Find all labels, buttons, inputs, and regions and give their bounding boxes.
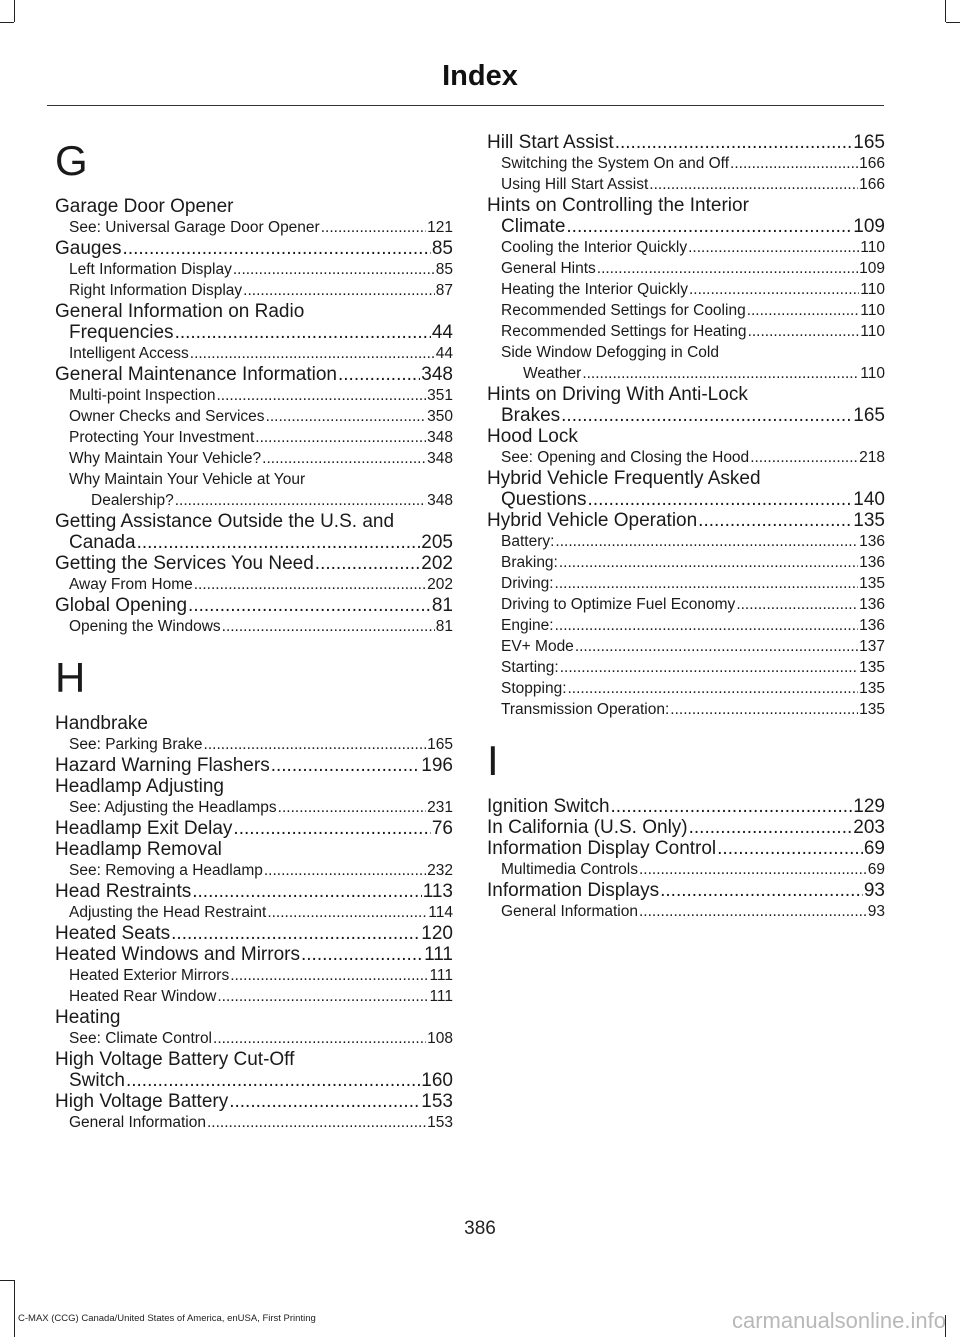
index-subentry bbox=[487, 615, 885, 636]
dot-leader bbox=[750, 447, 858, 468]
index-subentry: Side Window Defogging in Cold bbox=[501, 344, 719, 361]
entry-label: Frequencies bbox=[69, 322, 174, 343]
entry-page-number: 108 bbox=[427, 1030, 453, 1047]
dot-leader bbox=[192, 881, 421, 902]
dot-leader bbox=[262, 448, 426, 469]
dot-leader bbox=[560, 657, 858, 678]
entry-label: Recommended Settings for Cooling bbox=[501, 302, 746, 319]
entry-page-number: 120 bbox=[421, 923, 453, 944]
crop-mark bbox=[945, 0, 946, 22]
index-entry bbox=[487, 817, 885, 838]
dot-leader bbox=[689, 279, 859, 300]
entry-page-number: 350 bbox=[427, 408, 453, 425]
dot-leader bbox=[207, 1112, 426, 1133]
entry-page-number: 93 bbox=[867, 903, 885, 920]
index-entry bbox=[55, 364, 453, 385]
page-number: 386 bbox=[464, 1218, 496, 1239]
index-subentry bbox=[487, 300, 885, 321]
entry-page-number: 202 bbox=[427, 576, 453, 593]
index-entry bbox=[55, 881, 453, 902]
dot-leader bbox=[649, 174, 858, 195]
entry-label: General Information bbox=[501, 903, 638, 920]
index-subentry bbox=[55, 490, 453, 511]
entry-page-number: 111 bbox=[424, 944, 453, 965]
entry-label: Climate bbox=[501, 216, 566, 237]
index-heading: Headlamp Adjusting bbox=[55, 776, 224, 797]
dot-leader bbox=[278, 797, 426, 818]
entry-page-number: 110 bbox=[860, 239, 885, 256]
entry-page-number: 113 bbox=[422, 881, 453, 902]
index-subentry bbox=[487, 678, 885, 699]
entry-label: Dealership? bbox=[91, 492, 174, 509]
index-entry bbox=[55, 755, 453, 776]
entry-page-number: 93 bbox=[863, 880, 885, 901]
entry-page-number: 121 bbox=[427, 219, 453, 236]
dot-leader bbox=[267, 902, 427, 923]
dot-leader bbox=[561, 405, 852, 426]
dot-leader bbox=[559, 552, 858, 573]
dot-leader bbox=[229, 1091, 420, 1112]
entry-page-number: 348 bbox=[427, 429, 453, 446]
entry-page-number: 351 bbox=[427, 387, 453, 404]
entry-page-number: 111 bbox=[429, 988, 453, 1005]
entry-page-number: 231 bbox=[427, 799, 453, 816]
index-subentry bbox=[55, 616, 453, 637]
entry-page-number: 110 bbox=[860, 323, 885, 340]
index-entry bbox=[487, 838, 885, 859]
index-entry bbox=[487, 880, 885, 901]
entry-page-number: 232 bbox=[427, 862, 453, 879]
index-subentry bbox=[487, 552, 885, 573]
dot-leader bbox=[137, 532, 421, 553]
index-subentry bbox=[55, 734, 453, 755]
dot-leader bbox=[689, 817, 853, 838]
entry-page-number: 165 bbox=[853, 405, 885, 426]
entry-label: Stopping: bbox=[501, 680, 567, 697]
entry-label: Opening the Windows bbox=[69, 618, 221, 635]
entry-page-number: 140 bbox=[853, 489, 885, 510]
index-subentry bbox=[487, 594, 885, 615]
entry-page-number: 136 bbox=[859, 596, 885, 613]
entry-label: Heated Windows and Mirrors bbox=[55, 944, 300, 965]
entry-label: Getting the Services You Need bbox=[55, 553, 314, 574]
entry-page-number: 348 bbox=[421, 364, 453, 385]
entry-page-number: 110 bbox=[860, 365, 885, 382]
index-entry bbox=[487, 216, 885, 237]
entry-page-number: 348 bbox=[427, 450, 453, 467]
index-entry bbox=[55, 944, 453, 965]
entry-label: Recommended Settings for Heating bbox=[501, 323, 747, 340]
index-subentry bbox=[55, 1028, 453, 1049]
dot-leader bbox=[315, 553, 421, 574]
entry-label: EV+ Mode bbox=[501, 638, 574, 655]
dot-leader bbox=[660, 880, 863, 901]
entry-label: See: Adjusting the Headlamps bbox=[69, 799, 277, 816]
index-entry bbox=[55, 818, 453, 839]
index-heading: Hood Lock bbox=[487, 426, 578, 447]
index-subentry bbox=[55, 965, 453, 986]
dot-leader bbox=[126, 1070, 420, 1091]
dot-leader bbox=[639, 859, 867, 880]
dot-leader bbox=[243, 280, 435, 301]
index-subentry bbox=[487, 531, 885, 552]
entry-label: Headlamp Exit Delay bbox=[55, 818, 233, 839]
dot-leader bbox=[615, 132, 853, 153]
entry-page-number: 69 bbox=[867, 861, 885, 878]
dot-leader bbox=[217, 986, 428, 1007]
dot-leader bbox=[611, 796, 853, 817]
index-subentry bbox=[55, 343, 453, 364]
entry-page-number: 165 bbox=[853, 132, 885, 153]
dot-leader bbox=[194, 574, 426, 595]
entry-label: Hazard Warning Flashers bbox=[55, 755, 270, 776]
index-heading: Heating bbox=[55, 1007, 121, 1028]
dot-leader bbox=[588, 489, 853, 510]
entry-label: Starting: bbox=[501, 659, 559, 676]
entry-label: Questions bbox=[501, 489, 587, 510]
index-section-letter: G bbox=[55, 137, 88, 184]
index-subentry bbox=[55, 280, 453, 301]
entry-page-number: 85 bbox=[435, 261, 453, 278]
entry-page-number: 203 bbox=[853, 817, 885, 838]
entry-label: See: Climate Control bbox=[69, 1030, 213, 1047]
dot-leader bbox=[670, 699, 858, 720]
entry-label: Using Hill Start Assist bbox=[501, 176, 649, 193]
entry-page-number: 114 bbox=[428, 904, 453, 921]
index-column-left bbox=[55, 132, 453, 1133]
footer-text: C-MAX (CCG) Canada/United States of America, enUSA, First Printing bbox=[18, 1313, 316, 1324]
entry-label: Heated Rear Window bbox=[69, 988, 217, 1005]
entry-page-number: 110 bbox=[860, 302, 885, 319]
index-entry bbox=[55, 923, 453, 944]
entry-label: Intelligent Access bbox=[69, 345, 189, 362]
index-subentry bbox=[55, 259, 453, 280]
index-heading: Headlamp Removal bbox=[55, 839, 222, 860]
entry-label: Heating the Interior Quickly bbox=[501, 281, 688, 298]
dot-leader bbox=[222, 616, 435, 637]
index-entry bbox=[55, 553, 453, 574]
entry-page-number: 69 bbox=[863, 838, 885, 859]
entry-label: Braking: bbox=[501, 554, 558, 571]
dot-leader bbox=[204, 734, 427, 755]
dot-leader bbox=[568, 678, 859, 699]
entry-label: See: Universal Garage Door Opener bbox=[69, 219, 320, 236]
index-subentry bbox=[487, 901, 885, 922]
crop-mark bbox=[946, 22, 960, 23]
index-subentry bbox=[55, 986, 453, 1007]
index-section-letter: I bbox=[487, 737, 499, 784]
index-subentry bbox=[55, 217, 453, 238]
index-entry bbox=[55, 595, 453, 616]
dot-leader bbox=[266, 406, 427, 427]
entry-page-number: 76 bbox=[431, 818, 453, 839]
index-entry bbox=[487, 510, 885, 531]
dot-leader bbox=[216, 385, 426, 406]
entry-label: Multimedia Controls bbox=[501, 861, 638, 878]
dot-leader bbox=[736, 594, 858, 615]
index-entry bbox=[55, 1070, 453, 1091]
dot-leader bbox=[175, 490, 426, 511]
dot-leader bbox=[688, 237, 859, 258]
dot-leader bbox=[555, 615, 859, 636]
entry-page-number: 136 bbox=[859, 554, 885, 571]
dot-leader bbox=[555, 531, 858, 552]
index-heading: High Voltage Battery Cut-Off bbox=[55, 1049, 295, 1070]
entry-label: Switch bbox=[69, 1070, 125, 1091]
entry-label: Information Display Control bbox=[487, 838, 717, 859]
index-subentry bbox=[487, 258, 885, 279]
dot-leader bbox=[747, 300, 860, 321]
entry-page-number: 205 bbox=[421, 532, 453, 553]
entry-label: Canada bbox=[69, 532, 136, 553]
entry-label: Transmission Operation: bbox=[501, 701, 670, 718]
entry-page-number: 153 bbox=[421, 1091, 453, 1112]
index-column-right bbox=[487, 132, 885, 922]
index-subentry bbox=[55, 574, 453, 595]
entry-page-number: 137 bbox=[859, 638, 885, 655]
entry-page-number: 218 bbox=[859, 449, 885, 466]
entry-page-number: 202 bbox=[421, 553, 453, 574]
page-title: Index bbox=[442, 60, 518, 92]
entry-page-number: 81 bbox=[431, 595, 453, 616]
entry-page-number: 136 bbox=[859, 533, 885, 550]
index-subentry bbox=[487, 321, 885, 342]
entry-label: General Hints bbox=[501, 260, 596, 277]
index-heading: Getting Assistance Outside the U.S. and bbox=[55, 511, 395, 532]
index-subentry bbox=[55, 427, 453, 448]
index-subentry bbox=[55, 902, 453, 923]
dot-leader bbox=[230, 965, 428, 986]
dot-leader bbox=[123, 238, 431, 259]
index-subentry: Why Maintain Your Vehicle at Your bbox=[69, 471, 306, 488]
index-entry bbox=[487, 132, 885, 153]
entry-label: General Maintenance Information bbox=[55, 364, 337, 385]
entry-label: Hill Start Assist bbox=[487, 132, 614, 153]
index-entry bbox=[487, 796, 885, 817]
index-subentry bbox=[55, 1112, 453, 1133]
entry-label: Engine: bbox=[501, 617, 554, 634]
dot-leader bbox=[717, 838, 863, 859]
entry-label: Why Maintain Your Vehicle? bbox=[69, 450, 262, 467]
dot-leader bbox=[233, 818, 430, 839]
dot-leader bbox=[321, 217, 426, 238]
entry-label: Hybrid Vehicle Operation bbox=[487, 510, 698, 531]
entry-page-number: 129 bbox=[853, 796, 885, 817]
entry-label: See: Removing a Headlamp bbox=[69, 862, 263, 879]
entry-label: Multi-point Inspection bbox=[69, 387, 216, 404]
entry-label: See: Opening and Closing the Hood bbox=[501, 449, 750, 466]
entry-page-number: 136 bbox=[859, 617, 885, 634]
index-subentry bbox=[487, 859, 885, 880]
index-entry bbox=[55, 1091, 453, 1112]
entry-label: Global Opening bbox=[55, 595, 188, 616]
entry-page-number: 44 bbox=[431, 322, 453, 343]
entry-label: Battery: bbox=[501, 533, 555, 550]
entry-page-number: 165 bbox=[427, 736, 453, 753]
index-entry bbox=[55, 238, 453, 259]
entry-page-number: 153 bbox=[427, 1114, 453, 1131]
entry-page-number: 81 bbox=[435, 618, 453, 635]
entry-label: Heated Exterior Mirrors bbox=[69, 967, 230, 984]
entry-page-number: 160 bbox=[421, 1070, 453, 1091]
index-subentry bbox=[487, 657, 885, 678]
dot-leader bbox=[233, 259, 435, 280]
index-subentry bbox=[487, 363, 885, 384]
entry-page-number: 110 bbox=[860, 281, 885, 298]
entry-page-number: 135 bbox=[859, 575, 885, 592]
dot-leader bbox=[190, 343, 435, 364]
index-subentry bbox=[487, 279, 885, 300]
entry-label: See: Parking Brake bbox=[69, 736, 203, 753]
dot-leader bbox=[597, 258, 858, 279]
dot-leader bbox=[175, 322, 431, 343]
index-heading: Hybrid Vehicle Frequently Asked bbox=[487, 468, 761, 489]
index-subentry bbox=[487, 447, 885, 468]
entry-label: Gauges bbox=[55, 238, 122, 259]
entry-label: Cooling the Interior Quickly bbox=[501, 239, 688, 256]
entry-label: Driving: bbox=[501, 575, 554, 592]
entry-label: Adjusting the Head Restraint bbox=[69, 904, 267, 921]
entry-label: General Information bbox=[69, 1114, 206, 1131]
index-subentry bbox=[487, 153, 885, 174]
entry-label: Owner Checks and Services bbox=[69, 408, 265, 425]
dot-leader bbox=[255, 427, 426, 448]
dot-leader bbox=[171, 923, 420, 944]
entry-page-number: 348 bbox=[427, 492, 453, 509]
index-subentry bbox=[55, 406, 453, 427]
dot-leader bbox=[748, 321, 860, 342]
entry-page-number: 166 bbox=[859, 176, 885, 193]
index-subentry bbox=[55, 797, 453, 818]
crop-mark bbox=[0, 22, 14, 23]
dot-leader bbox=[730, 153, 858, 174]
index-heading: Hints on Controlling the Interior bbox=[487, 195, 749, 216]
crop-mark bbox=[0, 1280, 14, 1281]
entry-label: Brakes bbox=[501, 405, 561, 426]
entry-page-number: 196 bbox=[421, 755, 453, 776]
entry-label: High Voltage Battery bbox=[55, 1091, 229, 1112]
dot-leader bbox=[213, 1028, 426, 1049]
entry-page-number: 85 bbox=[431, 238, 453, 259]
crop-mark bbox=[14, 1280, 15, 1337]
index-heading: Hints on Driving With Anti-Lock bbox=[487, 384, 748, 405]
entry-label: Away From Home bbox=[69, 576, 193, 593]
watermark: carmanualsonline.info bbox=[731, 1308, 946, 1333]
entry-label: Left Information Display bbox=[69, 261, 232, 278]
entry-label: Head Restraints bbox=[55, 881, 192, 902]
header-divider bbox=[47, 105, 884, 106]
dot-leader bbox=[698, 510, 852, 531]
entry-page-number: 44 bbox=[435, 345, 453, 362]
entry-label: Driving to Optimize Fuel Economy bbox=[501, 596, 736, 613]
dot-leader bbox=[575, 636, 858, 657]
entry-label: Right Information Display bbox=[69, 282, 243, 299]
dot-leader bbox=[566, 216, 852, 237]
dot-leader bbox=[555, 573, 859, 594]
dot-leader bbox=[301, 944, 423, 965]
entry-label: Information Displays bbox=[487, 880, 660, 901]
index-heading: Garage Door Opener bbox=[55, 196, 234, 217]
entry-page-number: 135 bbox=[853, 510, 885, 531]
entry-label: Protecting Your Investment bbox=[69, 429, 255, 446]
dot-leader bbox=[188, 595, 431, 616]
dot-leader bbox=[639, 901, 867, 922]
index-entry bbox=[487, 489, 885, 510]
index-subentry bbox=[55, 448, 453, 469]
entry-label: Ignition Switch bbox=[487, 796, 610, 817]
entry-page-number: 135 bbox=[859, 680, 885, 697]
index-heading: General Information on Radio bbox=[55, 301, 305, 322]
index-entry bbox=[55, 532, 453, 553]
index-subentry bbox=[55, 385, 453, 406]
entry-label: Weather bbox=[523, 365, 582, 382]
dot-leader bbox=[582, 363, 859, 384]
crop-mark bbox=[14, 0, 15, 22]
index-subentry bbox=[487, 699, 885, 720]
index-heading: Handbrake bbox=[55, 713, 148, 734]
entry-page-number: 109 bbox=[853, 216, 885, 237]
entry-page-number: 166 bbox=[859, 155, 885, 172]
entry-label: Switching the System On and Off bbox=[501, 155, 730, 172]
index-entry bbox=[55, 322, 453, 343]
index-subentry bbox=[487, 636, 885, 657]
index-subentry bbox=[487, 573, 885, 594]
entry-page-number: 135 bbox=[859, 659, 885, 676]
entry-label: Heated Seats bbox=[55, 923, 171, 944]
index-section-letter: H bbox=[55, 654, 86, 701]
entry-page-number: 109 bbox=[859, 260, 885, 277]
entry-page-number: 111 bbox=[429, 967, 453, 984]
index-subentry bbox=[55, 860, 453, 881]
index-subentry bbox=[487, 237, 885, 258]
dot-leader bbox=[264, 860, 426, 881]
index-entry bbox=[487, 405, 885, 426]
dot-leader bbox=[271, 755, 421, 776]
entry-label: In California (U.S. Only) bbox=[487, 817, 688, 838]
entry-page-number: 87 bbox=[435, 282, 453, 299]
entry-page-number: 135 bbox=[859, 701, 885, 718]
dot-leader bbox=[338, 364, 420, 385]
index-subentry bbox=[487, 174, 885, 195]
